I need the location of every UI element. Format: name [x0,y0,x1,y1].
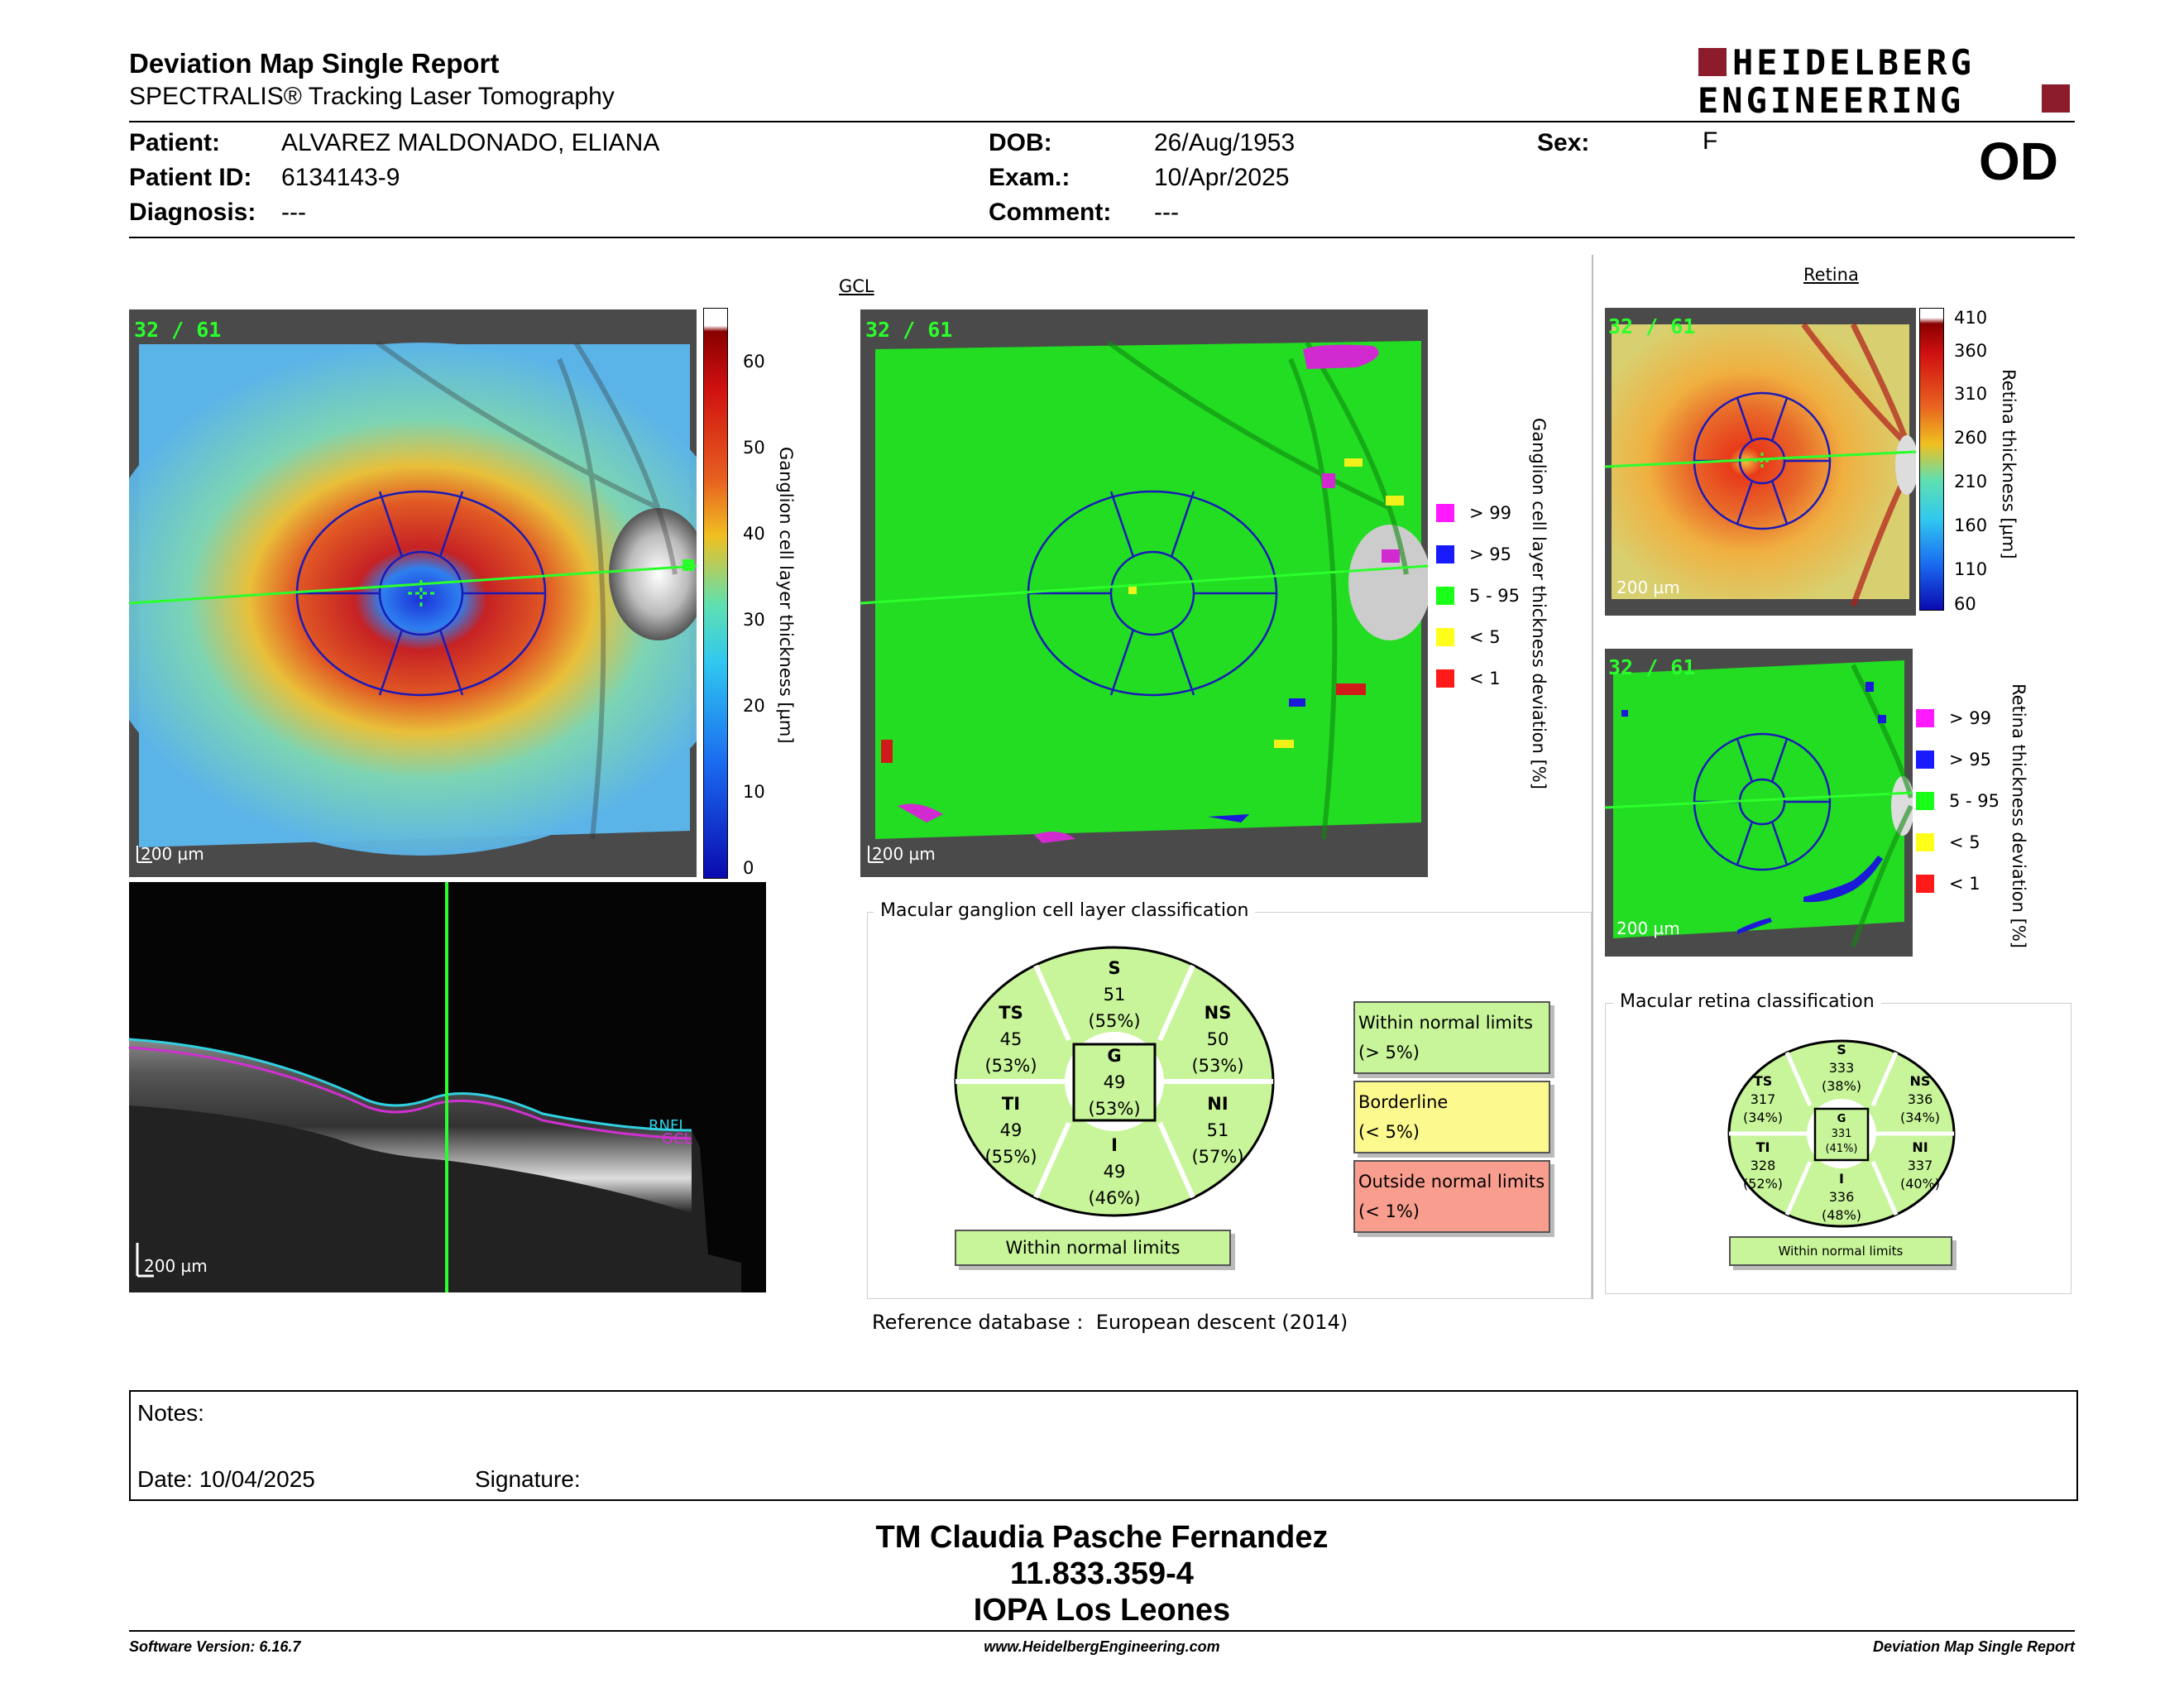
patient-name: ALVAREZ MALDONADO, ELIANA [281,129,660,156]
gcl-tick: 40 [743,524,765,544]
gcl-tick: 50 [743,438,765,458]
header-rule [129,121,2075,122]
brand-line2: ENGINEERING [1698,80,1965,119]
patient-label: Patient: [129,129,221,156]
gcl-thickness-axis-label: Ganglion cell layer thickness [µm] [776,447,796,744]
swatch-blue [1436,545,1454,563]
stamp-line3: IOPA Los Leones [973,1593,1231,1628]
section-divider [1592,255,1593,1299]
bscan-rnfl-label: RNFL [649,1117,687,1134]
gcl-thickness-tag: 32 / 61 [134,318,222,342]
legend-outside-normal: Outside normal limits (< 1%) [1353,1160,1550,1233]
bscan-scale: 200 µm [144,1256,208,1276]
patient-id: 6134143-9 [281,164,400,191]
gcl-tick: 10 [743,782,765,802]
gcl-sector-ts: TS 45 (53%) [984,1003,1037,1076]
retina-thickness-map[interactable] [1605,308,1916,616]
diagnosis-value: --- [281,199,306,226]
gcl-section-title: GCL [839,276,874,296]
retina-thickness-colorbar [1919,308,1944,611]
swatch-blue [1916,750,1934,769]
report-subtitle: SPECTRALIS® Tracking Laser Tomography [129,83,615,110]
retina-thickness-tag: 32 / 61 [1608,314,1696,338]
sex-label: Sex: [1537,129,1590,156]
gcl-tick: 20 [743,696,765,716]
bscan-gcl-label: GCL [662,1130,692,1148]
patient-id-label: Patient ID: [129,164,252,191]
gcl-tick: 0 [743,858,754,878]
gcl-thickness-scale: 200 µm [141,844,204,864]
comment-value: --- [1154,199,1179,226]
oct-bscan[interactable] [129,882,766,1292]
website-link[interactable]: www.HeidelbergEngineering.com [984,1638,1220,1655]
retina-sector-ts: TS 317 (34%) [1742,1073,1784,1125]
gcl-result-badge: Within normal limits [955,1230,1231,1266]
notes-box[interactable] [129,1390,2078,1501]
retina-legend-item: > 95 [1916,750,1991,770]
exam-label: Exam.: [989,164,1070,191]
retina-deviation-tag: 32 / 61 [1608,655,1696,679]
gcl-legend-item: < 1 [1436,669,1501,688]
gcl-legend-item: > 99 [1436,503,1511,523]
retina-deviation-scale: 200 µm [1616,918,1680,938]
gcl-deviation-tag: 32 / 61 [865,318,953,342]
brand-logo [1696,45,2076,119]
retina-tick: 310 [1954,384,1988,404]
retina-tick: 360 [1954,341,1988,361]
gcl-sector-g: G 49 (53%) [1088,1046,1141,1119]
gcl-legend-item: 5 - 95 [1436,586,1520,606]
gcl-tick: 60 [743,352,765,372]
notes-label: Notes: [137,1400,204,1426]
gcl-deviation-map[interactable] [860,309,1428,877]
report-title: Deviation Map Single Report [129,48,500,79]
retina-legend-item: > 99 [1916,708,1991,728]
stamp-line1: TM Claudia Pasche Fernandez [875,1520,1329,1555]
diagnosis-label: Diagnosis: [129,199,256,226]
retina-tick: 110 [1954,559,1988,579]
retina-sector-ns: NS 336 (34%) [1899,1073,1941,1125]
eye-label: OD [1979,132,2058,191]
gcl-classification-title: Macular ganglion cell layer classification [874,900,1255,921]
swatch-red [1916,875,1934,893]
retina-deviation-map[interactable] [1605,649,1913,957]
signature-label: Signature: [475,1466,581,1492]
stamp-line2: 11.833.359-4 [1010,1556,1194,1591]
reference-database: Reference database : European descent (2014) [872,1311,1348,1334]
date-label: Date: 10/04/2025 [137,1466,315,1492]
retina-sector-s: S 333 (38%) [1821,1042,1862,1094]
swatch-yellow [1436,628,1454,646]
gcl-sector-diagram [953,945,1276,1218]
retina-result-badge: Within normal limits [1729,1236,1952,1266]
legend-within-normal: Within normal limits (> 5%) [1353,1001,1550,1074]
comment-label: Comment: [989,199,1112,226]
footer-rule [129,1630,2075,1632]
swatch-magenta [1916,709,1934,727]
retina-sector-ti: TI 328 (52%) [1742,1139,1784,1192]
retina-tick: 260 [1954,428,1988,448]
retina-tick: 160 [1954,516,1988,535]
gcl-deviation-axis-label: Ganglion cell layer thickness deviation [%] [1529,418,1549,789]
dob-value: 26/Aug/1953 [1154,129,1296,156]
retina-tick: 210 [1954,472,1988,492]
technician-stamp [0,1519,2184,1628]
sex-value: F [1703,127,1718,155]
gcl-thickness-map[interactable] [129,309,697,877]
retina-sector-g: G 331 (41%) [1825,1113,1858,1155]
retina-legend-item: < 5 [1916,832,1980,852]
retina-classification-title: Macular retina classification [1613,991,1881,1012]
retina-sector-ni: NI 337 (40%) [1899,1139,1941,1192]
retina-sector-diagram [1727,1039,1956,1228]
gcl-tick: 30 [743,610,765,630]
gcl-legend-item: > 95 [1436,544,1511,564]
dob-label: DOB: [989,129,1052,156]
gcl-sector-ni: NI 51 (57%) [1191,1094,1244,1167]
gcl-sector-s: S 51 (55%) [1088,958,1141,1031]
gcl-sector-i: I 49 (46%) [1088,1135,1141,1208]
gcl-sector-ns: NS 50 (53%) [1191,1003,1244,1076]
retina-deviation-axis-label: Retina thickness deviation [%] [2009,683,2028,948]
gcl-sector-ti: TI 49 (55%) [984,1094,1037,1167]
exam-value: 10/Apr/2025 [1154,164,1290,191]
swatch-magenta [1436,504,1454,522]
retina-legend-item: 5 - 95 [1916,791,2000,811]
gcl-legend-item: < 5 [1436,627,1501,647]
retina-tick: 60 [1954,594,1976,614]
retina-legend-item: < 1 [1916,874,1980,894]
retina-thickness-scale: 200 µm [1616,578,1680,597]
retina-section-title: Retina [1803,265,1859,285]
swatch-yellow [1916,833,1934,851]
patient-rule [129,237,2075,238]
gcl-deviation-scale: 200 µm [872,844,936,864]
swatch-red [1436,669,1454,688]
brand-line1: HEIDELBERG [1732,45,1975,83]
swatch-green [1436,587,1454,605]
swatch-green [1916,792,1934,810]
legend-borderline: Borderline (< 5%) [1353,1081,1550,1153]
footer-report-name: Deviation Map Single Report [1872,1638,2075,1655]
retina-sector-i: I 336 (48%) [1821,1171,1862,1223]
retina-tick: 410 [1954,308,1988,328]
software-version: Software Version: 6.16.7 [129,1638,301,1655]
retina-thickness-axis-label: Retina thickness [µm] [1999,369,2019,559]
gcl-thickness-colorbar [703,308,728,879]
